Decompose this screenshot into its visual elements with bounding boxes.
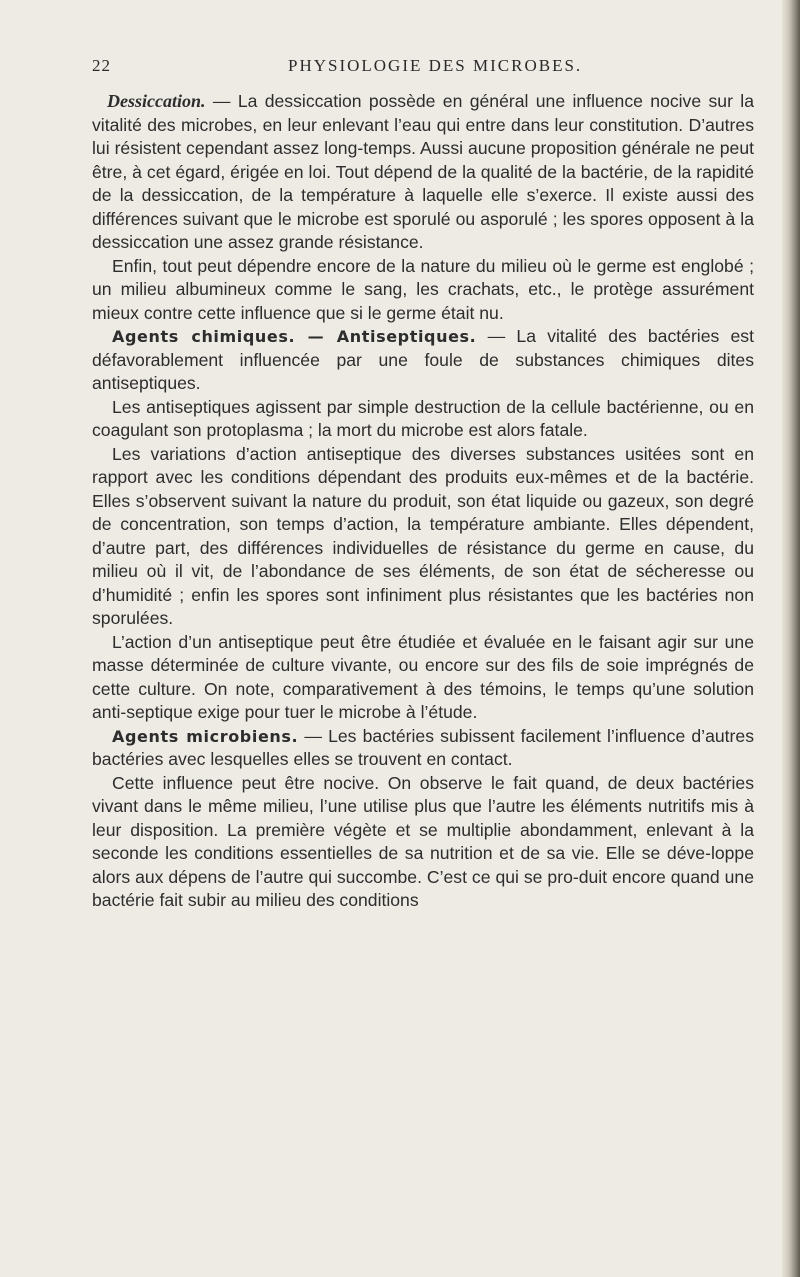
paragraph-text: Les variations d’action antiseptique des diverses substances usitées sont en rapport avec les conditions dépendant des produits eux-mêmes et de la bactérie. Elles s’observent suivant la nature du produit, son état liquide ou gazeux, son degré de concentration, son temps d’action, la température ambiante. Elles dépendent, d’autre part, des différences individuelles de résistance du germe en cause, du milieu où il vit, de l’abondance de ses éléments, de son état de sécheresse ou d’humidité ; enfin les spores sont infiniment plus résistantes que les bactéries non sporulées. xyxy=(92,443,754,628)
paragraph-text: L’action d’un antiseptique peut être étudiée et évaluée en le faisant agir sur une masse déterminée de culture vivante, ou encore sur des fils de soie imprégnés de cette culture. On note, comparativement à des témoins, le temps qu’une solution anti-septique exige pour tuer le microbe à l’étude. xyxy=(92,631,754,722)
section-title-agents-microbiens: Agents microbiens. xyxy=(112,726,299,746)
page-header xyxy=(92,56,732,80)
paragraph xyxy=(92,396,754,443)
paragraph-text: Les antiseptiques agissent par simple destruction de la cellule bactérienne, ou en coagulant son protoplasma ; la mort du microbe est alors fatale. xyxy=(92,396,754,440)
paragraph xyxy=(92,443,754,631)
paragraph xyxy=(92,772,754,913)
page-number: 22 xyxy=(92,56,111,75)
body-text xyxy=(92,90,754,913)
paragraph-text: — La vitalité des bactéries est défavorablement influencée par une foule de substances chimiques dites antiseptiques. xyxy=(92,326,754,393)
paragraph-agents-microbiens xyxy=(92,725,754,772)
paragraph xyxy=(92,631,754,725)
paragraph-text: — La dessiccation possède en général une influence nocive sur la vitalité des microbes, en leur enlevant l’eau qui entre dans leur constitution. D’autres lui résistent cependant assez long-temps. Aussi aucune proposition générale ne peut être, à cet égard, érigée en loi. Tout dépend de la qualité de la bactérie, de la rapidité de la dessiccation, de la température à laquelle elle s’exerce. Il existe aussi des différences suivant que le microbe est sporulé ou asporulé ; les spores opposent à la dessiccation une assez grande résistance. xyxy=(92,91,754,252)
section-title-agents-chimiques: Agents chimiques. — Antiseptiques. xyxy=(112,327,477,346)
paragraph-dessiccation xyxy=(92,90,754,255)
section-title-dessiccation: Dessiccation. xyxy=(107,91,206,111)
paragraph-text: Enfin, tout peut dépendre encore de la nature du milieu où le germe est englobé ; un milieu albumineux comme le sang, les crachats, etc., le protège assurément mieux contre cette influence que si le germe était nu. xyxy=(92,255,754,323)
paragraph-agents-chimiques xyxy=(92,325,754,396)
paragraph-text: Cette influence peut être nocive. On observe le fait quand, de deux bactéries vivant dans le même milieu, l’une utilise plus que l’autre les éléments nutritifs mis à leur disposition. La première végète et se multiplie abondamment, enlevant à la seconde les conditions essentielles de sa nutrition et de sa vie. Elle se déve-loppe alors aux dépens de l’autre qui succombe. C’est ce qui se pro-duit encore quand une bactérie fait subir au milieu des conditions xyxy=(92,772,754,910)
paragraph-text: — Les bactéries subissent facilement l’influence d’autres bactéries avec lesquelles elles se trouvent en contact. xyxy=(92,725,754,769)
paragraph xyxy=(92,255,754,326)
running-title: PHYSIOLOGIE DES MICROBES. xyxy=(288,56,583,75)
page-edge-shadow xyxy=(782,0,800,1277)
